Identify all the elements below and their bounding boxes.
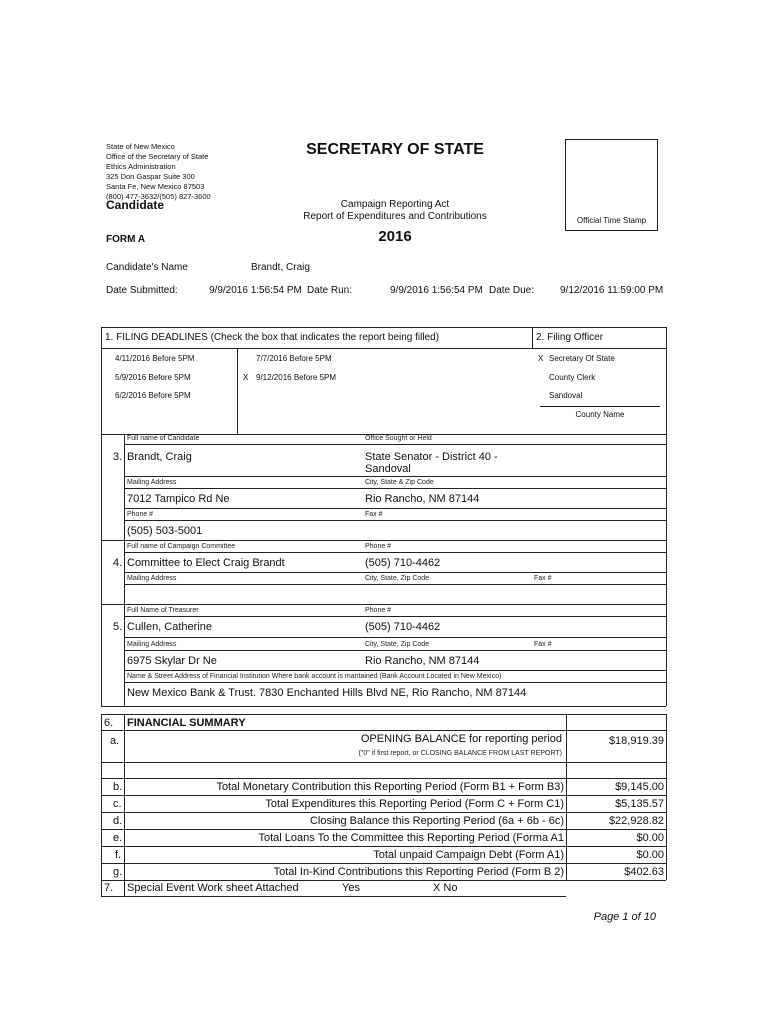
committee-name[interactable]: Committee to Elect Craig Brandt [127, 557, 285, 569]
section-6-number: 6. [104, 717, 114, 729]
agency-line: Ethics Administration [106, 162, 176, 171]
deadline-option[interactable]: 4/11/2016 Before 5PM [115, 354, 195, 363]
committee-name-label: Full name of Campaign Committee [127, 543, 236, 550]
candidate-mailing-address[interactable]: 7012 Tampico Rd Ne [127, 493, 230, 505]
financial-summary-title: FINANCIAL SUMMARY [127, 717, 246, 729]
report-year: 2016 [378, 228, 412, 245]
treasurer-name-label: Full Name of Treasurer [127, 607, 199, 614]
office-sought-label: Office Sought or Held [365, 435, 432, 442]
opening-balance-label: OPENING BALANCE for reporting period [360, 733, 562, 745]
treasurer-phone[interactable]: (505) 710-4462 [365, 621, 441, 633]
agency-line: (800) 477-3632/(505) 827-3600 [106, 192, 211, 201]
row-letter: g. [113, 866, 123, 878]
county-name-label: County Name [575, 410, 625, 419]
treasurer-city-state-zip[interactable]: Rio Rancho, NM 87144 [365, 655, 480, 667]
candidate-name-label: Candidate's Name [106, 262, 188, 273]
date-due-value: 9/12/2016 11:59:00 PM [560, 285, 664, 296]
officer-check-mark[interactable]: X [538, 354, 544, 363]
summary-row-label: Total unpaid Campaign Debt (Form A1) [373, 849, 564, 861]
special-event-label: Special Event Work sheet Attached [127, 882, 299, 894]
special-event-no[interactable]: X No [433, 882, 458, 894]
treasurer-mailing-label: Mailing Address [127, 641, 177, 648]
summary-row-label: Total Monetary Contribution this Reporting Period (Form B1 + Form B3) [216, 781, 564, 793]
page-title: SECRETARY OF STATE [306, 141, 484, 158]
candidate-city-label: City, State & Zip Code [365, 479, 434, 486]
row-letter: f. [115, 849, 122, 861]
section-5-number: 5. [113, 621, 123, 633]
row-letter: c. [113, 798, 122, 810]
committee-phone-label: Phone # [365, 543, 392, 550]
summary-row-label: Total Expenditures this Reporting Period (Form C + Form C1) [265, 798, 564, 810]
act-name: Campaign Reporting Act [340, 199, 450, 210]
agency-address [106, 142, 266, 202]
candidate-name-value: Brandt, Craig [251, 262, 310, 273]
special-event-yes[interactable]: Yes [342, 882, 360, 894]
agency-line: Office of the Secretary of State [106, 152, 209, 161]
filing-deadlines-title: 1. FILING DEADLINES (Check the box that indicates the report being filled) [105, 332, 440, 343]
candidate-full-name-label: Full name of Candidate [127, 435, 200, 442]
filing-officer-title: 2. Filing Officer [536, 332, 604, 343]
bank-label: Name & Street Address of Financial Institution Where bank account is mantained (Bank Account Located in New Mexico) [127, 673, 502, 680]
summary-row-label: Closing Balance this Reporting Period (6a + 6b - 6c) [309, 815, 564, 827]
treasurer-name[interactable]: Cullen, Catherine [127, 621, 212, 633]
report-name: Report of Expenditures and Contributions [303, 211, 487, 222]
deadline-option[interactable]: 5/9/2016 Before 5PM [115, 373, 191, 382]
summary-row-value[interactable]: $0.00 [636, 832, 664, 844]
bank-name-address[interactable]: New Mexico Bank & Trust. 7830 Enchanted Hills Blvd NE, Rio Rancho, NM 87144 [127, 687, 527, 699]
row-letter: d. [113, 815, 123, 827]
treasurer-city-label: City, State, Zip Code [365, 641, 430, 648]
committee-mailing-label: Mailing Address [127, 575, 177, 582]
opening-balance-note: ("0" if first report, or CLOSING BALANCE FROM LAST REPORT) [358, 750, 562, 757]
agency-line: 325 Don Gaspar Suite 300 [106, 172, 195, 181]
summary-row-label: Total Loans To the Committee this Reporting Period (Forma A1 [258, 832, 564, 844]
agency-line: Santa Fe, New Mexico 87503 [106, 182, 205, 191]
date-run-value: 9/9/2016 1:56:54 PM [390, 285, 483, 296]
summary-row-value[interactable]: $22,928.82 [608, 815, 664, 827]
section-4-number: 4. [113, 557, 123, 569]
committee-phone[interactable]: (505) 710-4462 [365, 557, 441, 569]
section-7-number: 7. [104, 882, 114, 894]
summary-row-label: Total In-Kind Contributions this Reporting Period (Form B 2) [273, 866, 564, 878]
opening-balance-value[interactable]: $18,919.39 [608, 735, 664, 747]
stamp-label: Official Time Stamp [576, 216, 647, 225]
date-submitted-value: 9/9/2016 1:56:54 PM [209, 285, 302, 296]
treasurer-fax-label: Fax # [534, 641, 552, 648]
date-submitted-label: Date Submitted: [106, 285, 178, 296]
candidate-phone[interactable]: (505) 503-5001 [127, 525, 203, 537]
candidate-city-state-zip[interactable]: Rio Rancho, NM 87144 [365, 493, 480, 505]
summary-row-value[interactable]: $5,135.57 [615, 798, 664, 810]
filing-officer-option[interactable]: Secretary Of State [549, 354, 615, 363]
summary-row-value[interactable]: $9,145.00 [615, 781, 664, 793]
candidate-mailing-label: Mailing Address [127, 479, 177, 486]
candidate-full-name[interactable]: Brandt, Craig [127, 451, 192, 463]
row-letter: b. [113, 781, 123, 793]
form-label: FORM A [106, 234, 146, 245]
candidate-phone-label: Phone # [127, 511, 154, 518]
summary-row-value[interactable]: $0.00 [636, 849, 664, 861]
county-name-value: Sandoval [549, 391, 583, 400]
deadline-check-mark[interactable]: X [243, 373, 249, 382]
date-run-label: Date Run: [307, 285, 353, 296]
date-due-label: Date Due: [489, 285, 535, 296]
office-sought-line2[interactable]: Sandoval [365, 463, 411, 475]
agency-line: State of New Mexico [106, 142, 175, 151]
office-sought-line1[interactable]: State Senator - District 40 - [365, 451, 498, 463]
row-letter: a. [110, 735, 120, 747]
filing-officer-option[interactable]: County Clerk [549, 373, 596, 382]
treasurer-phone-label: Phone # [365, 607, 392, 614]
committee-fax-label: Fax # [534, 575, 552, 582]
page-number: Page 1 of 10 [593, 911, 656, 923]
deadline-option[interactable]: 6/2/2016 Before 5PM [115, 391, 191, 400]
committee-city-label: City, State, Zip Code [365, 575, 430, 582]
official-time-stamp-box [565, 139, 658, 231]
row-letter: e. [113, 832, 123, 844]
candidate-fax-label: Fax # [365, 511, 383, 518]
summary-row-value[interactable]: $402.63 [624, 866, 664, 878]
deadline-option[interactable]: 7/7/2016 Before 5PM [256, 354, 332, 363]
candidate-heading: Candidate [106, 198, 165, 212]
section-3-number: 3. [113, 451, 123, 463]
deadline-option[interactable]: 9/12/2016 Before 5PM [256, 373, 337, 382]
treasurer-mailing-address[interactable]: 6975 Skylar Dr Ne [127, 655, 217, 667]
